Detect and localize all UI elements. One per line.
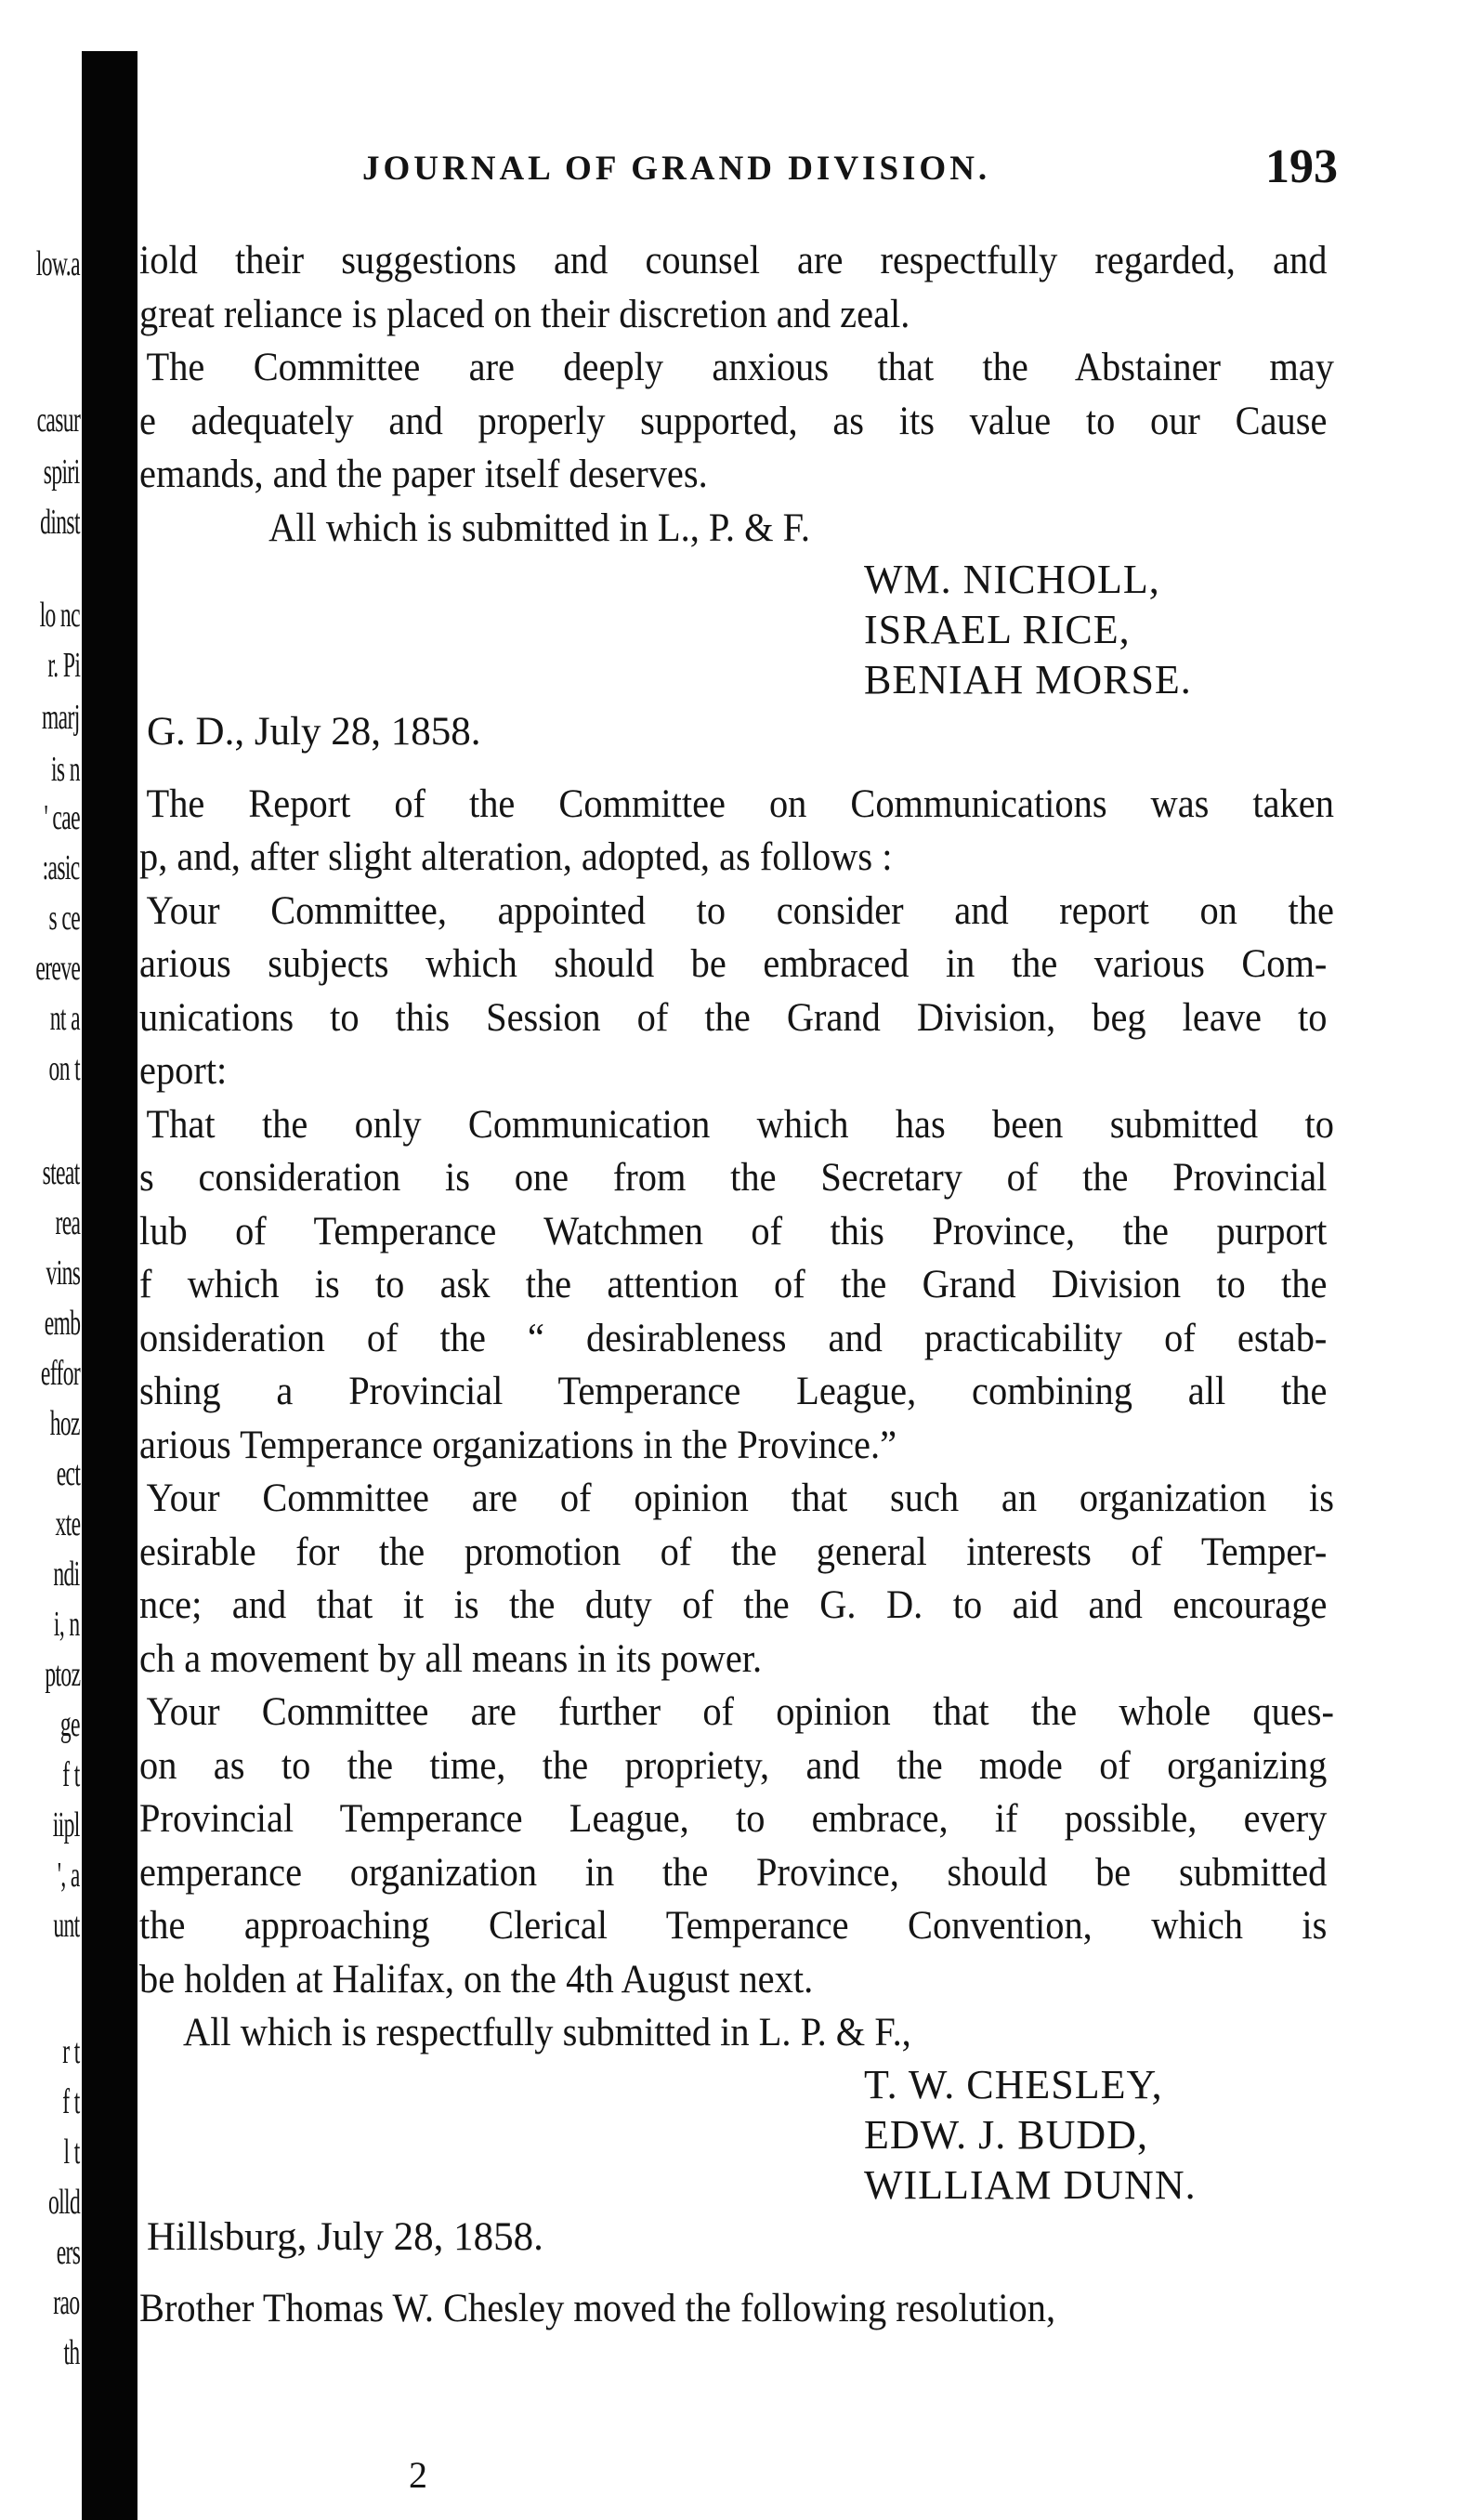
- binding-gutter: [82, 51, 137, 2520]
- text-line: esirable for the promotion of the general interests of Temper-: [139, 1529, 1328, 1574]
- text-line: arious subjects which should be embraced in the various Com-: [139, 942, 1328, 986]
- facing-page-fragment: low.a: [35, 244, 80, 283]
- facing-page-fragment: olld: [47, 2183, 80, 2222]
- running-title: JOURNAL OF GRAND DIVISION.: [362, 150, 991, 188]
- signature-name: ISRAEL RICE,: [864, 607, 1131, 652]
- text-line: emands, and the paper itself deserves.: [139, 453, 708, 496]
- facing-page-fragment: ereve: [35, 949, 80, 988]
- text-line: f which is to ask the attention of the Grand Division to the: [139, 1263, 1328, 1306]
- facing-page-fragment: nt a: [49, 999, 80, 1038]
- facing-page-fragments: [0, 0, 82, 2520]
- facing-page-fragment: lo nc: [39, 596, 80, 635]
- signature-name: BENIAH MORSE.: [864, 657, 1192, 702]
- text-line: iold their suggestions and counsel are respectfully regarded, and: [139, 239, 1328, 282]
- signature-name: WM. NICHOLL,: [864, 557, 1160, 602]
- facing-page-fragment: marj: [42, 698, 80, 737]
- text-line: eport:: [139, 1049, 228, 1093]
- facing-page-fragment: ect: [56, 1454, 80, 1493]
- facing-page-fragment: ', a: [57, 1856, 80, 1895]
- facing-page-fragment: rao: [53, 2283, 80, 2322]
- text-line: Brother Thomas W. Chesley moved the following resolution,: [139, 2287, 1056, 2330]
- facing-page-fragment: ndi: [53, 1555, 80, 1594]
- text-line: be holden at Halifax, on the 4th August next.: [139, 1957, 814, 2002]
- facing-page-fragment: spiri: [44, 453, 80, 492]
- facing-page-fragment: ptoz: [44, 1655, 80, 1694]
- facing-page-fragment: rea: [55, 1203, 80, 1242]
- text-line: on as to the time, the propriety, and the mode of organizing: [139, 1743, 1328, 1788]
- page-number: 193: [1265, 140, 1338, 193]
- text-line: e adequately and properly supported, as its value to our Cause: [139, 399, 1328, 443]
- text-line: p, and, after slight alteration, adopted, as follows :: [139, 835, 893, 879]
- facing-page-fragment: ers: [56, 2233, 80, 2272]
- facing-page-fragment: s ce: [48, 899, 80, 938]
- text-line: lub of Temperance Watchmen of this Province, the purport: [139, 1209, 1328, 1253]
- facing-page-fragment: ' cae: [44, 798, 80, 837]
- text-line: emperance organization in the Province, should be submitted: [139, 1850, 1328, 1895]
- facing-page-fragment: hoz: [49, 1404, 80, 1443]
- report-date: G. D., July 28, 1858.: [147, 710, 481, 754]
- facing-page-fragment: f t: [62, 2082, 80, 2121]
- text-line: shing a Provincial Temperance League, combining all the: [139, 1370, 1328, 1413]
- text-line: unications to this Session of the Grand Division, beg leave to: [139, 995, 1328, 1040]
- report-date: Hillsburg, July 28, 1858.: [147, 2214, 543, 2259]
- signature-name: EDW. J. BUDD,: [864, 2111, 1148, 2158]
- facing-page-fragment: th: [63, 2333, 80, 2372]
- facing-page-fragment: f t: [62, 1755, 80, 1794]
- facing-page-fragment: iipl: [53, 1805, 80, 1844]
- facing-page-fragment: emb: [44, 1304, 80, 1343]
- submitted-line: All which is respectfully submitted in L. P. & F.,: [183, 2011, 911, 2054]
- text-line: Your Committee are further of opinion that the whole ques-: [146, 1690, 1334, 1734]
- facing-page-fragment: is n: [51, 750, 80, 789]
- text-line: That the only Communication which has been submitted to: [146, 1102, 1334, 1147]
- text-line: Your Committee, appointed to consider and report on the: [146, 888, 1334, 933]
- text-line: arious Temperance organizations in the Province.”: [139, 1423, 897, 1467]
- text-line: Your Committee are of opinion that such an organization is: [146, 1477, 1334, 1520]
- page-header: [334, 139, 1356, 214]
- facing-page-fragment: ge: [59, 1705, 80, 1744]
- facing-page-fragment: dinst: [40, 503, 80, 542]
- facing-page-fragment: vins: [46, 1253, 80, 1293]
- text-line: nce; and that it is the duty of the G. D. to aid and encourage: [139, 1583, 1328, 1627]
- text-line: great reliance is placed on their discretion and zeal.: [139, 292, 910, 336]
- body-text: [139, 234, 1334, 2336]
- text-line: The Report of the Committee on Communications was taken: [146, 781, 1334, 826]
- facing-page-fragment: i, n: [54, 1605, 80, 1644]
- text-line: onsideration of the “ desirableness and practicability of estab-: [139, 1316, 1328, 1360]
- facing-page-fragment: on t: [48, 1049, 80, 1088]
- text-line: s consideration is one from the Secretary of the Provincial: [139, 1156, 1328, 1200]
- text-line: ch a movement by all means in its power.: [139, 1636, 763, 1681]
- signature-name: WILLIAM DUNN.: [864, 2161, 1197, 2208]
- facing-page-fragment: l t: [63, 2133, 80, 2172]
- signature-name: T. W. CHESLEY,: [864, 2061, 1163, 2107]
- text-line: Provincial Temperance League, to embrace, if possible, every: [139, 1797, 1328, 1841]
- facing-page-fragment: r t: [62, 2032, 80, 2071]
- text-line: The Committee are deeply anxious that the Abstainer may: [146, 346, 1334, 389]
- facing-page-fragment: casur: [36, 400, 80, 440]
- submitted-line: All which is submitted in L., P. & F.: [268, 505, 811, 550]
- signature-mark: 2: [409, 2454, 427, 2496]
- facing-page-fragment: r. Pi: [47, 646, 80, 685]
- facing-page-fragment: steat: [42, 1153, 80, 1192]
- facing-page-fragment: unt: [53, 1906, 80, 1945]
- facing-page-fragment: effor: [40, 1354, 80, 1393]
- facing-page-fragment: xte: [55, 1504, 80, 1543]
- facing-page-fragment: :asic: [42, 848, 80, 887]
- signature-block-1: [139, 555, 1319, 705]
- signature-block-2: [139, 2060, 1319, 2211]
- text-line: the approaching Clerical Temperance Convention, which is: [139, 1904, 1328, 1948]
